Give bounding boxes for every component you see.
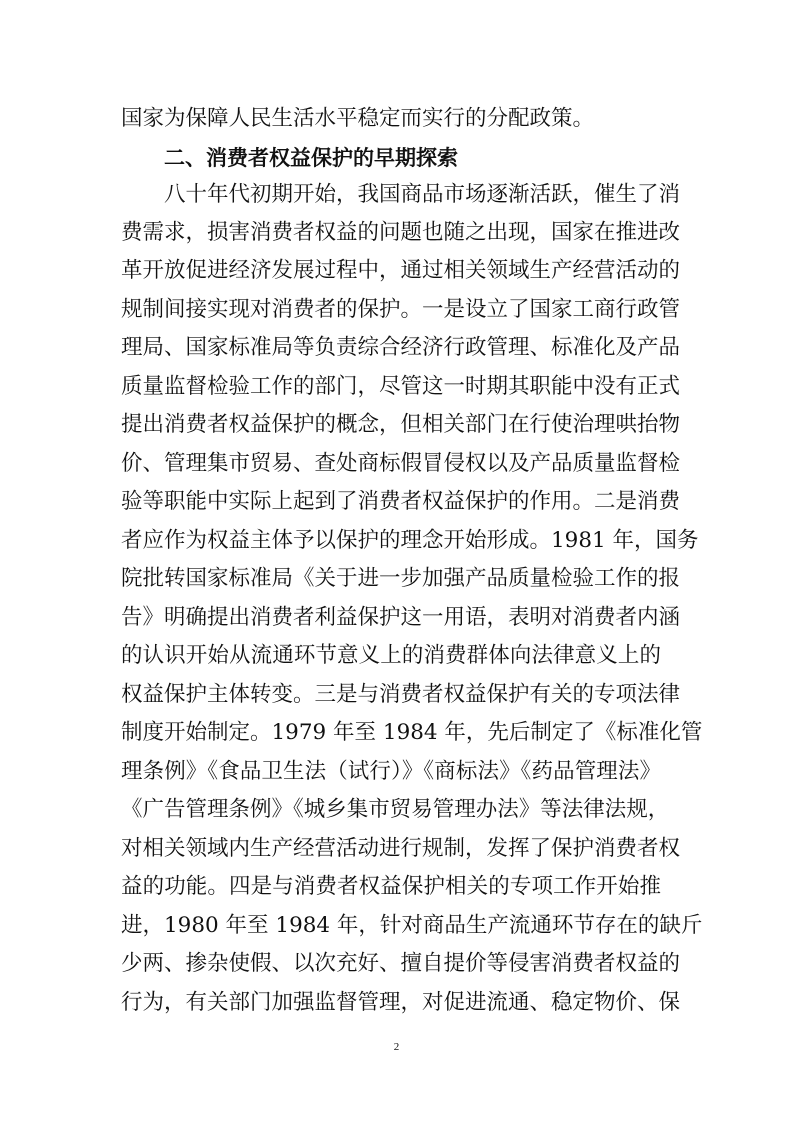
paragraph-line: 费需求，损害消费者权益的问题也随之出现，国家在推进改 <box>121 220 681 245</box>
paragraph-line: 告》明确提出消费者利益保护这一用语，表明对消费者内涵 <box>121 605 681 630</box>
paragraph-line: 革开放促进经济发展过程中，通过相关领域生产经营活动的 <box>121 258 681 283</box>
page-number: 2 <box>393 1041 400 1053</box>
paragraph-line: 价、管理集市贸易、查处商标假冒侵权以及产品质量监督检 <box>121 451 681 476</box>
paragraph-line: 少两、掺杂使假、以次充好、擅自提价等侵害消费者权益的 <box>121 951 681 976</box>
opening-line: 国家为保障人民生活水平稳定而实行的分配政策。 <box>121 106 595 131</box>
paragraph-line: 提出消费者权益保护的概念，但相关部门在行使治理哄抬物 <box>121 412 681 437</box>
paragraph-line: 者应作为权益主体予以保护的理念开始形成。1981 年，国务 <box>121 528 699 553</box>
paragraph-line: 的认识开始从流通环节意义上的消费群体向法律意义上的 <box>121 643 661 668</box>
paragraph-line: 验等职能中实际上起到了消费者权益保护的作用。二是消费 <box>121 489 681 514</box>
paragraph-line: 质量监督检验工作的部门，尽管这一时期其职能中没有正式 <box>121 374 681 399</box>
paragraph-line: 院批转国家标准局《关于进一步加强产品质量检验工作的报 <box>121 566 681 591</box>
section-heading: 二、消费者权益保护的早期探索 <box>164 146 458 170</box>
paragraph-line: 对相关领域内生产经营活动进行规制，发挥了保护消费者权 <box>121 836 681 861</box>
paragraph-line: 进，1980 年至 1984 年，针对商品生产流通环节存在的缺斤 <box>121 913 703 938</box>
paragraph-line: 八十年代初期开始，我国商品市场逐渐活跃，催生了消 <box>164 182 681 207</box>
paragraph-line: 益的功能。四是与消费者权益保护相关的专项工作开始推 <box>121 874 661 899</box>
paragraph-line: 理局、国家标准局等负责综合经济行政管理、标准化及产品 <box>121 335 681 360</box>
paragraph-line: 理条例》《食品卫生法（试行）》《商标法》《药品管理法》 <box>121 759 661 784</box>
paragraph-line: 制度开始制定。1979 年至 1984 年，先后制定了《标准化管 <box>121 720 703 745</box>
paragraph-line: 规制间接实现对消费者的保护。一是设立了国家工商行政管 <box>121 297 681 322</box>
paragraph-line: 行为，有关部门加强监督管理，对促进流通、稳定物价、保 <box>121 990 681 1015</box>
paragraph-line: 权益保护主体转变。三是与消费者权益保护有关的专项法律 <box>121 682 681 707</box>
paragraph-line: 《广告管理条例》《城乡集市贸易管理办法》等法律法规， <box>121 797 670 822</box>
